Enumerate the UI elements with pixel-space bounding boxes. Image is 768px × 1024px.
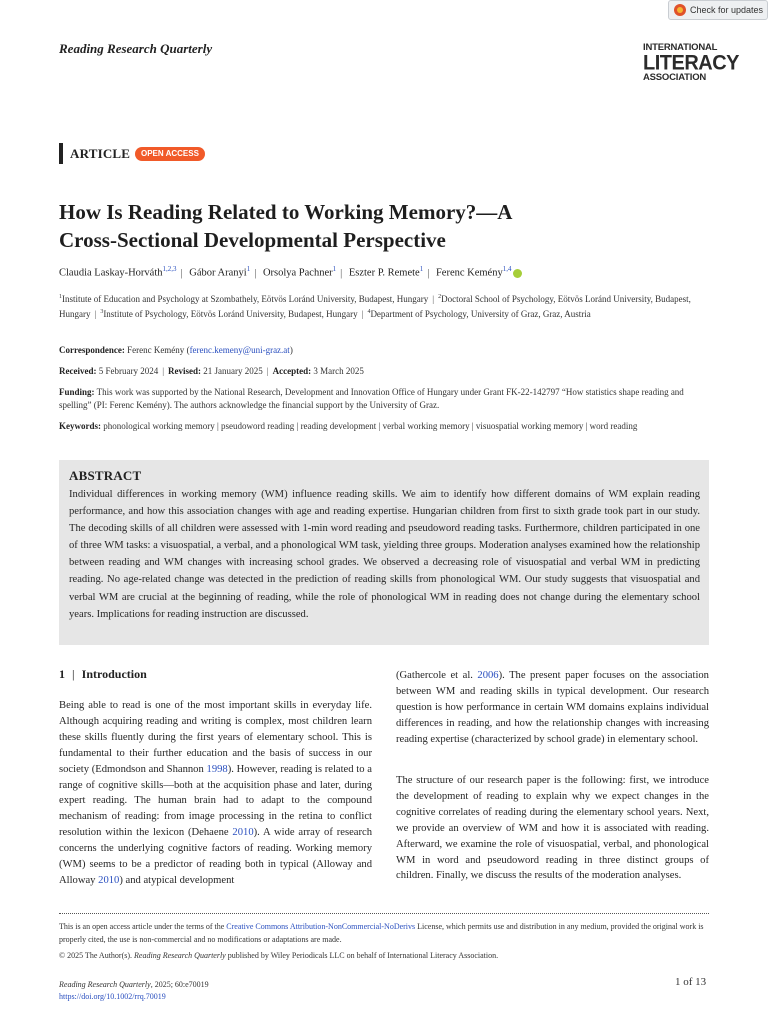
citation-link[interactable]: 2010 <box>232 827 254 839</box>
author-affiliation[interactable]: 1 <box>246 265 251 273</box>
license-text: This is an open access article under the terms of the <box>59 922 227 931</box>
copyright-text: published by Wiley Periodicals LLC on behalf of International Literacy Association. <box>225 951 499 960</box>
article-title <box>59 198 679 254</box>
received-label: Received: <box>59 366 97 376</box>
intro-text: Being able to read is one of the most important skills in everyday life. Although acquiring reading and writing is complex, most children learn these skills fluently during the first years of elementary school. This is fundamental to their further education and the basis of success in our society (Edmondson and Shannon <box>59 700 372 775</box>
author-list: Claudia Laskay-Horváth$^{1,2,3}$ | Gábor Aranyi$^1$ | Orsolya Pachner$^1$ | Eszter P. Remete$^1$ | Ferenc Kemény$^{1,4}$ <box>59 262 709 281</box>
section-number: 1 <box>59 667 65 681</box>
revised-label: Revised: <box>168 366 202 376</box>
correspondence-email-link[interactable]: ferenc.kemeny@uni-graz.at <box>189 345 290 355</box>
affiliations: $^1$Institute of Education and Psychology at Szombathely, Eötvös Loránd University, Budapest, Hungary | $^2$Doctoral School of Psychology, Eötvös Loránd University, Budapest, Hungary | $^3$Institute of Psychology, Eötvös Loránd University, Budapest, Hungary | $^4$Department of Psychology, University of Graz, Graz, Austria <box>59 294 691 320</box>
affiliation-1: Institute of Education and Psychology at Szombathely, Eötvös Loránd University, Budapest, Hungary <box>62 294 429 304</box>
article-type-bar <box>59 143 63 164</box>
orcid-icon[interactable] <box>513 269 522 278</box>
intro-paragraph-1-continued <box>396 668 709 748</box>
journal-name: Reading Research Quarterly <box>59 41 213 56</box>
check-for-updates-button[interactable] <box>668 0 768 20</box>
license-notice <box>59 920 709 946</box>
logo-line-1: INTERNATIONAL <box>643 42 718 53</box>
crossmark-icon <box>674 4 686 16</box>
author-affiliation[interactable]: 1 <box>332 265 337 273</box>
article-dates: Received: 5 February 2024 | Revised: 21 January 2025 | Accepted: 3 March 2025 <box>59 366 364 376</box>
keywords <box>59 420 709 433</box>
correspondence-label: Correspondence: <box>59 345 125 355</box>
intro-text: ). However, reading is related to a range of cognitive skills—both at the acquisition phase and later, during expert reading. The human brain had to adapt to the compound mechanism of reading: from image processing in the retina to conflict resolution within the lexicon (Dehaene <box>59 763 372 839</box>
citation-link[interactable]: 1998 <box>206 763 228 775</box>
funding-text: This work was supported by the National Research, Development and Innovation Office of Hungary under Grant FK-22-142797 “How statistics shape reading and spelling” (PI: Ferenc Kemény). The authors acknowledge the financial support by the University of Graz. <box>59 387 684 410</box>
copyright <box>59 949 709 962</box>
logo-line-3: ASSOCIATION <box>643 71 707 83</box>
revised-date: 21 January 2025 <box>203 366 263 376</box>
funding-label: Funding: <box>59 387 95 397</box>
keywords-text: phonological working memory | pseudoword reading | reading development | verbal working memory | visuospatial working memory | word reading <box>103 421 638 431</box>
correspondence-name: Ferenc Kemény <box>127 345 185 355</box>
author-name[interactable]: Ferenc Kemény <box>435 267 503 279</box>
intro-text: ). The present paper focuses on the association between WM and reading skills in typical development. Our research question is how performance in certain WM domains explains individual differences in reading, and how the relationship changes with increasing reading expertise (characterized by school grade) in elementary school. <box>396 670 709 745</box>
affiliation-3: Institute of Psychology, Eötvös Loránd University, Budapest, Hungary <box>103 309 358 320</box>
copyright-journal: Reading Research Quarterly <box>134 951 226 960</box>
citation-link[interactable]: 2010 <box>98 874 120 886</box>
title-line-2: Cross-Sectional Developmental Perspective <box>59 228 446 252</box>
check-for-updates-label: Check for updates <box>690 5 764 15</box>
section-heading: 1 | Introduction <box>59 667 147 681</box>
author-name[interactable]: Eszter P. Remete <box>348 267 420 279</box>
author-affiliation[interactable]: 1 <box>419 265 424 273</box>
license-link[interactable]: Creative Commons Attribution-NonCommercial-NoDerivs <box>226 922 416 931</box>
intro-text: ) and atypical development <box>119 874 235 886</box>
funding <box>59 386 709 412</box>
author-affiliation[interactable]: 1,4 <box>502 265 512 273</box>
footer-volume: , 2025; 60:e70019 <box>150 980 209 989</box>
accepted-label: Accepted: <box>272 366 312 376</box>
title-line-1: How Is Reading Related to Working Memory?—A <box>59 200 513 224</box>
logo-line-2: LITERACY <box>643 50 739 75</box>
affiliation-4: Department of Psychology, University of Graz, Graz, Austria <box>370 309 591 320</box>
keywords-label: Keywords: <box>59 421 101 431</box>
abstract-heading: ABSTRACT <box>69 468 142 483</box>
copyright-text: © 2025 The Author(s). <box>59 951 135 960</box>
intro-paragraph-1 <box>59 698 372 889</box>
intro-text: ). A wide array of research concerns the underlying cognitive factors of reading. Working memory (WM) seems to be a predictor of reading both in typical (Alloway and Alloway <box>59 827 372 886</box>
author-name[interactable]: Gábor Aranyi <box>189 267 247 279</box>
license-text: License, which permits use and distribution in any medium, provided the original work is properly cited, the use is non-commercial and no modifications or adaptations are made. <box>59 922 704 944</box>
open-access-badge: OPEN ACCESS <box>135 147 205 161</box>
footer-citation <box>59 979 209 1002</box>
article-type: ARTICLE <box>70 146 131 161</box>
affiliation-2: Doctoral School of Psychology, Eötvös Loránd University, Budapest, Hungary <box>59 294 691 320</box>
received-date: 5 February 2024 <box>98 366 159 376</box>
doi-link[interactable]: https://doi.org/10.1002/rrq.70019 <box>59 991 166 1001</box>
accepted-date: 3 March 2025 <box>313 366 364 376</box>
page-number: 1 of 13 <box>675 976 707 988</box>
author-affiliation[interactable]: 1,2,3 <box>162 265 177 273</box>
correspondence: Correspondence: Ferenc Kemény (ferenc.kemeny@uni-graz.at) <box>59 345 293 355</box>
intro-text: (Gathercole et al. <box>396 670 478 681</box>
author-name[interactable]: Orsolya Pachner <box>262 267 333 279</box>
section-title: Introduction <box>81 667 147 681</box>
ila-logo <box>643 42 739 83</box>
author-name[interactable]: Claudia Laskay-Horváth <box>59 267 163 279</box>
intro-paragraph-2: The structure of our research paper is the following: first, we introduce the development of reading to explain why we expect changes in the cognitive correlates of reading during the elementary school years. Next, we provide an overview of WM and how it is associated with reading. Afterward, we examine the role of visuospatial, verbal, and phonological WM in word and pseudoword reading in three distinct groups of children. Finally, we discuss the results of the moderation analyses. <box>396 775 709 882</box>
citation-link[interactable]: 2006 <box>477 670 499 681</box>
divider <box>59 913 709 914</box>
footer-journal: Reading Research Quarterly <box>59 980 151 989</box>
abstract-text: Individual differences in working memory (WM) influence reading skills. We aim to identify how different domains of WM explain reading performance, and how this association changes with age and reading expertise. Hungarian children from first to sixth grade took part in our study. The decoding skills of all children were assessed with 1-min word reading and pseudoword reading tasks. Furthermore, children participated in one of three WM tasks: a visuospatial, a verbal, and a phonological WM task, yielding three groups. Moderation analyses examined how the relationship between reading and WM changes with increasing school grades. We observed a decreasing role of visuospatial and verbal WM in predicting reading. No age-related change was detected in the prediction of reading skills from phonological WM. Our study suggests that visuospatial and verbal WM are crucial at the beginning of reading, while the role of phonological WM in reading does not change during the elementary school years. Implications for reading instruction are discussed. <box>69 489 700 620</box>
